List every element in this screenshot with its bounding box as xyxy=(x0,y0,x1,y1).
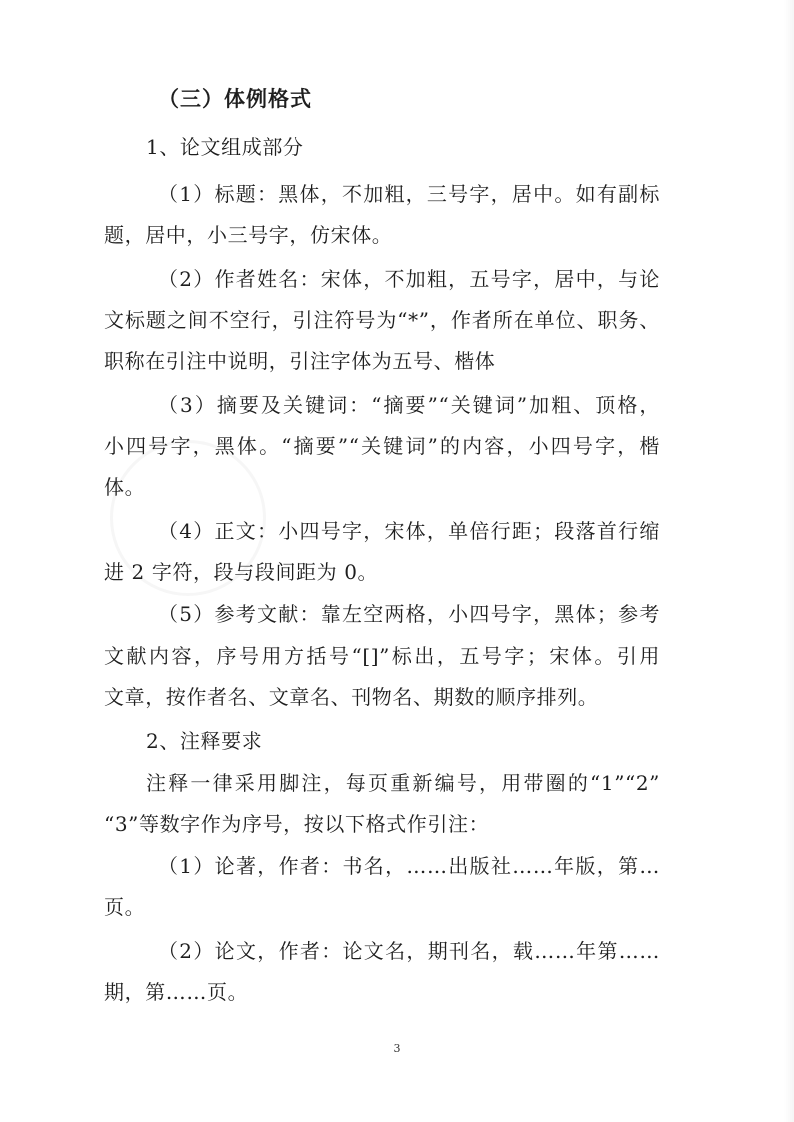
paragraph-line: 职称在引注中说明，引注字体为五号、楷体 xyxy=(104,349,496,373)
paragraph-line: （2）论文，作者：论文名，期刊名，载……年第…… xyxy=(158,939,660,963)
paragraph-line: （1）论著，作者：书名，……出版社……年版，第… xyxy=(158,854,660,878)
page-number: 3 xyxy=(393,1042,401,1055)
paragraph-line: 小四号字，黑体。“摘要”“关键词”的内容，小四号字，楷 xyxy=(104,434,660,458)
paragraph-line: （2）作者姓名：宋体，不加粗，五号字，居中，与论 xyxy=(158,267,660,291)
paragraph-line: “3”等数字作为序号，按以下格式作引注： xyxy=(104,812,490,836)
subsection-heading-notes: 2、注释要求 xyxy=(146,729,263,753)
paragraph-line: 文献内容，序号用方括号“[]”标出，五号字；宋体。引用 xyxy=(104,644,660,668)
paragraph-line: 页。 xyxy=(104,895,146,919)
subsection-heading-composition: 1、论文组成部分 xyxy=(146,135,304,159)
paragraph-line: （1）标题：黑体，不加粗，三号字，居中。如有副标 xyxy=(158,182,660,206)
paragraph-line: 文标题之间不空行，引注符号为“*”，作者所在单位、职务、 xyxy=(104,308,660,332)
paragraph-line: 题，居中，小三号字，仿宋体。 xyxy=(104,223,393,247)
section-heading: （三）体例格式 xyxy=(158,86,312,111)
paragraph-line: 进 2 字符，段与段间距为 0。 xyxy=(104,560,379,584)
paragraph-line: （3）摘要及关键词：“摘要”“关键词”加粗、顶格， xyxy=(158,393,660,417)
scan-edge-shadow xyxy=(784,0,794,1122)
paragraph-line: （4）正文：小四号字，宋体，单倍行距；段落首行缩 xyxy=(158,519,660,543)
paragraph-line: 期，第……页。 xyxy=(104,980,249,1004)
paragraph-line: 文章，按作者名、文章名、刊物名、期数的顺序排列。 xyxy=(104,685,599,709)
paragraph-line: 注释一律采用脚注，每页重新编号，用带圈的“1”“2” xyxy=(146,771,660,795)
paragraph-line: 体。 xyxy=(104,475,146,499)
paragraph-line: （5）参考文献：靠左空两格，小四号字，黑体；参考 xyxy=(158,602,660,626)
